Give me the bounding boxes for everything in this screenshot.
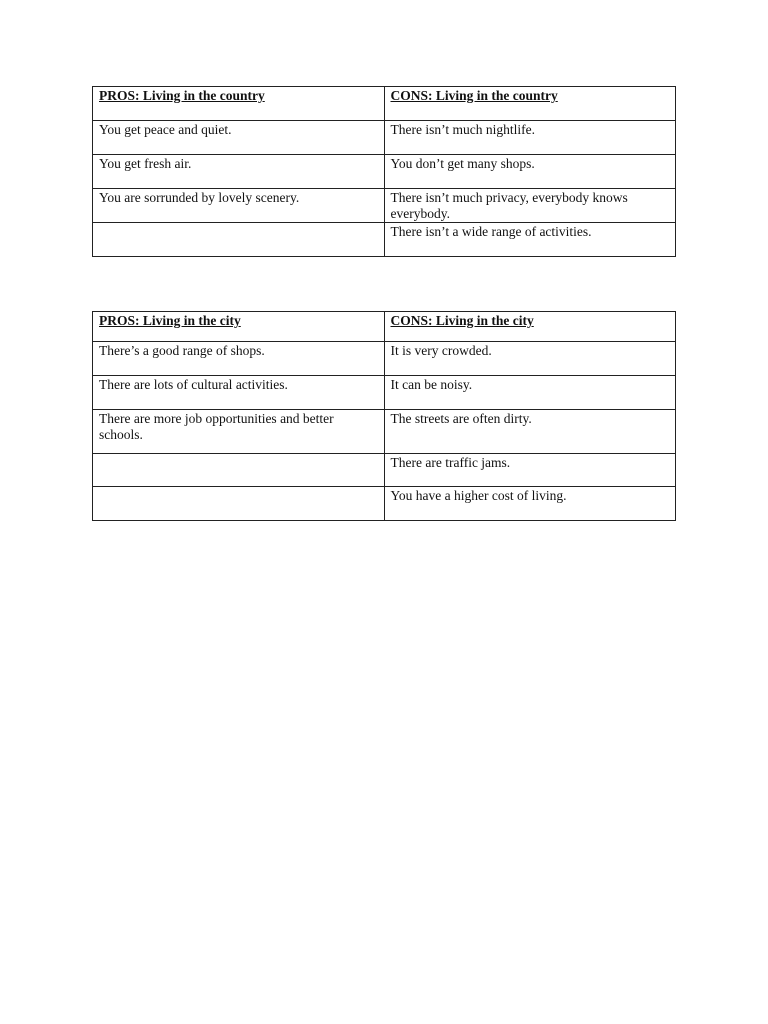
con-cell: You don’t get many shops. bbox=[384, 155, 676, 189]
pro-cell: There’s a good range of shops. bbox=[93, 342, 385, 376]
pros-header: PROS: Living in the country bbox=[93, 87, 385, 121]
pro-cell: You are sorrunded by lovely scenery. bbox=[93, 189, 385, 223]
table-row bbox=[93, 376, 676, 410]
pro-cell: You get fresh air. bbox=[93, 155, 385, 189]
con-cell: There are traffic jams. bbox=[384, 454, 676, 487]
pro-cell bbox=[93, 454, 385, 487]
cons-header: CONS: Living in the city bbox=[384, 312, 676, 342]
con-cell: There isn’t much privacy, everybody knows everybody. bbox=[384, 189, 676, 223]
con-cell: You have a higher cost of living. bbox=[384, 487, 676, 521]
table-row bbox=[93, 454, 676, 487]
city-pros-cons-table bbox=[92, 311, 676, 521]
cons-header: CONS: Living in the country bbox=[384, 87, 676, 121]
pros-header: PROS: Living in the city bbox=[93, 312, 385, 342]
con-cell: There isn’t much nightlife. bbox=[384, 121, 676, 155]
table-row bbox=[93, 410, 676, 454]
table-row bbox=[93, 487, 676, 521]
table-row bbox=[93, 342, 676, 376]
table-row bbox=[93, 189, 676, 223]
con-cell: It can be noisy. bbox=[384, 376, 676, 410]
table-header-row bbox=[93, 312, 676, 342]
pro-cell: You get peace and quiet. bbox=[93, 121, 385, 155]
con-cell: It is very crowded. bbox=[384, 342, 676, 376]
pro-cell: There are more job opportunities and better schools. bbox=[93, 410, 385, 454]
country-pros-cons-table bbox=[92, 86, 676, 257]
pro-cell: There are lots of cultural activities. bbox=[93, 376, 385, 410]
con-cell: There isn’t a wide range of activities. bbox=[384, 223, 676, 257]
con-cell: The streets are often dirty. bbox=[384, 410, 676, 454]
pro-cell bbox=[93, 487, 385, 521]
table-row bbox=[93, 121, 676, 155]
table-row bbox=[93, 223, 676, 257]
table-header-row bbox=[93, 87, 676, 121]
pro-cell bbox=[93, 223, 385, 257]
table-row bbox=[93, 155, 676, 189]
